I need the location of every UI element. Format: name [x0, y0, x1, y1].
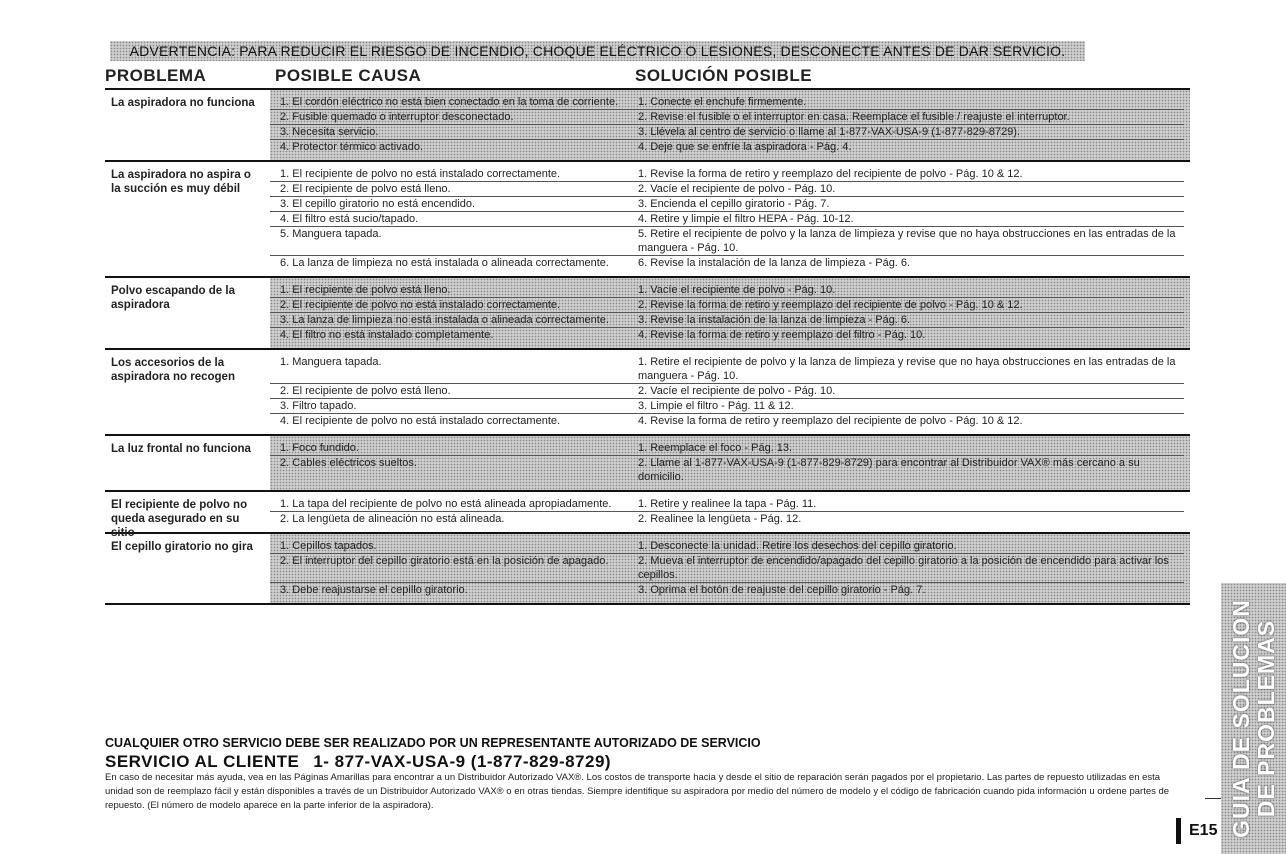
- section-polvo-escapando: [105, 278, 1190, 350]
- section-no-funciona: [105, 90, 1190, 162]
- side-tab-line2: DE PROBLEMAS: [1252, 619, 1279, 818]
- header-problem: PROBLEMA: [105, 66, 207, 85]
- cause-cell: 4. El filtro no está instalado completamente.: [280, 329, 494, 341]
- cause-cell: 1. La tapa del recipiente de polvo no está alineada apropiadamente.: [280, 498, 612, 510]
- table-row: [270, 328, 1184, 342]
- table-row: [270, 110, 1184, 125]
- table-row: [270, 399, 1184, 414]
- section-luz-frontal: [105, 436, 1190, 492]
- solution-cell: 6. Revise la instalación de la lanza de limpieza - Pág. 6.: [638, 257, 911, 269]
- table-row: [270, 497, 1184, 512]
- header-cause: POSIBLE CAUSA: [275, 66, 422, 85]
- cause-cell: 3. Necesita servicio.: [280, 126, 379, 138]
- solution-cell: 1. Vacíe el recipiente de polvo - Pág. 10.: [638, 284, 836, 296]
- table-row: [270, 197, 1184, 212]
- header-solution: SOLUCIÓN POSIBLE: [635, 66, 813, 85]
- cause-cell: 2. La lengüeta de alineación no está alineada.: [280, 513, 505, 525]
- solution-cell: 3. Limpie el filtro - Pág. 11 & 12.: [638, 400, 794, 412]
- section-accesorios: [105, 350, 1190, 436]
- service-phone: 1- 877-VAX-USA-9 (1-877-829-8729): [313, 752, 612, 771]
- section-no-aspira: [105, 162, 1190, 278]
- table-row: [270, 212, 1184, 227]
- service-heading: CUALQUIER OTRO SERVICIO DEBE SER REALIZADO POR UN REPRESENTANTE AUTORIZADO DE SERVICIO: [105, 736, 761, 750]
- cause-cell: 3. El cepillo giratorio no está encendido.: [280, 198, 476, 210]
- table-row: [270, 554, 1184, 583]
- table-row: [270, 125, 1184, 140]
- service-title: SERVICIO AL CLIENTE: [105, 752, 300, 771]
- solution-cell: 5. Retire el recipiente de polvo y la lanza de limpieza y revise que no haya obstrucciones en las entradas de la manguera - Pág. 10.: [638, 228, 1176, 254]
- cause-cell: 1. El recipiente de polvo está lleno.: [280, 284, 451, 296]
- side-tab-text: [1221, 583, 1286, 854]
- table-row: [270, 182, 1184, 197]
- table-row: [270, 512, 1184, 526]
- section-recipiente: [105, 492, 1190, 539]
- side-tab: [1221, 583, 1286, 854]
- problem-label: El recipiente de polvo no queda asegurado en su sitio: [111, 499, 248, 539]
- table-row: [270, 355, 1184, 384]
- solution-cell: 2. Revise el fusible o el interruptor en casa. Reemplace el fusible / reajuste el interruptor.: [638, 111, 1070, 123]
- cause-cell: 5. Manguera tapada.: [280, 228, 382, 240]
- table-row: [270, 414, 1184, 428]
- cause-cell: 3. La lanza de limpieza no está instalada o alineada correctamente.: [280, 314, 609, 326]
- solution-cell: 1. Conecte el enchufe firmemente.: [638, 96, 807, 108]
- solution-cell: 2. Revise la forma de retiro y reemplazo del recipiente de polvo - Pág. 10 & 12.: [638, 299, 1023, 311]
- cause-cell: 4. Protector térmico activado.: [280, 141, 424, 153]
- problem-label: La aspiradora no aspira o la succión es muy débil: [111, 169, 251, 195]
- table-row: [270, 583, 1184, 597]
- table-row: [270, 313, 1184, 328]
- solution-cell: 3. Revise la instalación de la lanza de limpieza - Pág. 6.: [638, 314, 911, 326]
- cause-cell: 1. Foco fundido.: [280, 442, 359, 454]
- problem-label: El cepillo giratorio no gira: [111, 541, 253, 553]
- solution-cell: 3. Oprima el botón de reajuste del cepillo giratorio - Pág. 7.: [638, 584, 926, 596]
- cause-cell: 6. La lanza de limpieza no está instalada o alineada correctamente.: [280, 257, 609, 269]
- service-body: En caso de necesitar más ayuda, vea en las Páginas Amarillas para encontrar a un Distribuidor Autorizado VAX®. Los costos de transporte hacia y desde el sitio de reparación serán pagados por el propietario. Las partes de repuesto utilizadas en esta unidad son de reemplazo fácil y están disponibles a través de un Distribuidor Autorizado VAX® o en otras tiendas. Siempre identifique su aspiradora por medio del número de modelo y el código de fabricación cuando pida información u ordene partes de repuesto. (El número de modelo aparece en la parte inferior de la aspiradora).: [105, 772, 1170, 811]
- troubleshooting-table: [105, 90, 1190, 605]
- side-tab-line1: GUIA DE SOLUCION: [1227, 599, 1254, 838]
- table-row: [270, 140, 1184, 154]
- table-row: [270, 298, 1184, 313]
- solution-cell: 2. Realinee la lengüeta - Pág. 12.: [638, 513, 802, 525]
- service-title-line: [105, 752, 611, 772]
- solution-cell: 2. Mueva el interruptor de encendido/apagado del cepillo giratorio a la posición de encendido para activar los cepillos.: [638, 555, 1169, 581]
- solution-cell: 3. Encienda el cepillo giratorio - Pág. 7.: [638, 198, 830, 210]
- table-row: [270, 256, 1184, 270]
- solution-cell: 4. Deje que se enfríe la aspiradora - Pág. 4.: [638, 141, 852, 153]
- cause-cell: 2. El interruptor del cepillo giratorio está en la posición de apagado.: [280, 555, 609, 567]
- section-cepillo: [105, 534, 1190, 605]
- cause-cell: 2. El recipiente de polvo está lleno.: [280, 385, 451, 397]
- table-row: [270, 227, 1184, 256]
- solution-cell: 3. Llévela al centro de servicio o llame al 1-877-VAX-USA-9 (1-877-829-8729).: [638, 126, 1020, 138]
- table-row: [270, 167, 1184, 182]
- table-row: [270, 95, 1184, 110]
- solution-cell: 4. Retire y limpie el filtro HEPA - Pág. 10-12.: [638, 213, 854, 225]
- solution-cell: 1. Retire y realinee la tapa - Pág. 11.: [638, 498, 817, 510]
- cause-cell: 4. El filtro está sucio/tapado.: [280, 213, 419, 225]
- cause-cell: 2. El recipiente de polvo está lleno.: [280, 183, 451, 195]
- cause-cell: 3. Filtro tapado.: [280, 400, 357, 412]
- solution-cell: 2. Llame al 1-877-VAX-USA-9 (1-877-829-8729) para encontrar al Distribuidor VAX® más cercano a su domicilio.: [638, 457, 1140, 483]
- cause-cell: 1. El recipiente de polvo no está instalado correctamente.: [280, 168, 561, 180]
- cause-cell: 2. Fusible quemado o interruptor desconectado.: [280, 111, 514, 123]
- solution-cell: 4. Revise la forma de retiro y reemplazo del filtro - Pág. 10.: [638, 329, 926, 341]
- problem-label: La aspiradora no funciona: [111, 97, 255, 109]
- solution-cell: 1. Retire el recipiente de polvo y la lanza de limpieza y revise que no haya obstrucciones en las entradas de la manguera - Pág. 10.: [638, 356, 1176, 382]
- cause-cell: 1. Manguera tapada.: [280, 356, 382, 368]
- solution-cell: 2. Vacíe el recipiente de polvo - Pág. 10.: [638, 385, 836, 397]
- solution-cell: 2. Vacíe el recipiente de polvo - Pág. 10.: [638, 183, 836, 195]
- table-row: [270, 384, 1184, 399]
- solution-cell: 1. Reemplace el foco - Pág. 13.: [638, 442, 793, 454]
- warning-banner: ADVERTENCIA: PARA REDUCIR EL RIESGO DE INCENDIO, CHOQUE ELÉCTRICO O LESIONES, DESCONECTE ANTES DE DAR SERVICIO.: [110, 41, 1085, 61]
- cause-cell: 1. El cordón eléctrico no está bien conectado en la toma de corriente.: [280, 96, 619, 108]
- cause-cell: 2. Cables eléctricos sueltos.: [280, 457, 417, 469]
- problem-label: Polvo escapando de la aspiradora: [111, 285, 235, 311]
- page-number-rule: [1205, 798, 1221, 799]
- cause-cell: 2. El recipiente de polvo no está instalado correctamente.: [280, 299, 561, 311]
- cause-cell: 3. Debe reajustarse el cepillo giratorio.: [280, 584, 468, 596]
- page-number: E15: [1176, 818, 1216, 844]
- table-row: [270, 456, 1184, 484]
- cause-cell: 1. Cepillos tapados.: [280, 540, 377, 552]
- table-row: [270, 539, 1184, 554]
- problem-label: Los accesorios de la aspiradora no recogen: [111, 357, 235, 383]
- solution-cell: 4. Revise la forma de retiro y reemplazo del recipiente de polvo - Pág. 10 & 12.: [638, 415, 1023, 427]
- table-row: [270, 441, 1184, 456]
- problem-label: La luz frontal no funciona: [111, 443, 251, 455]
- solution-cell: 1. Desconecte la unidad. Retire los desechos del cepillo giratorio.: [638, 540, 957, 552]
- cause-cell: 4. El recipiente de polvo no está instalado correctamente.: [280, 415, 561, 427]
- table-row: [270, 283, 1184, 298]
- solution-cell: 1. Revise la forma de retiro y reemplazo del recipiente de polvo - Pág. 10 & 12.: [638, 168, 1023, 180]
